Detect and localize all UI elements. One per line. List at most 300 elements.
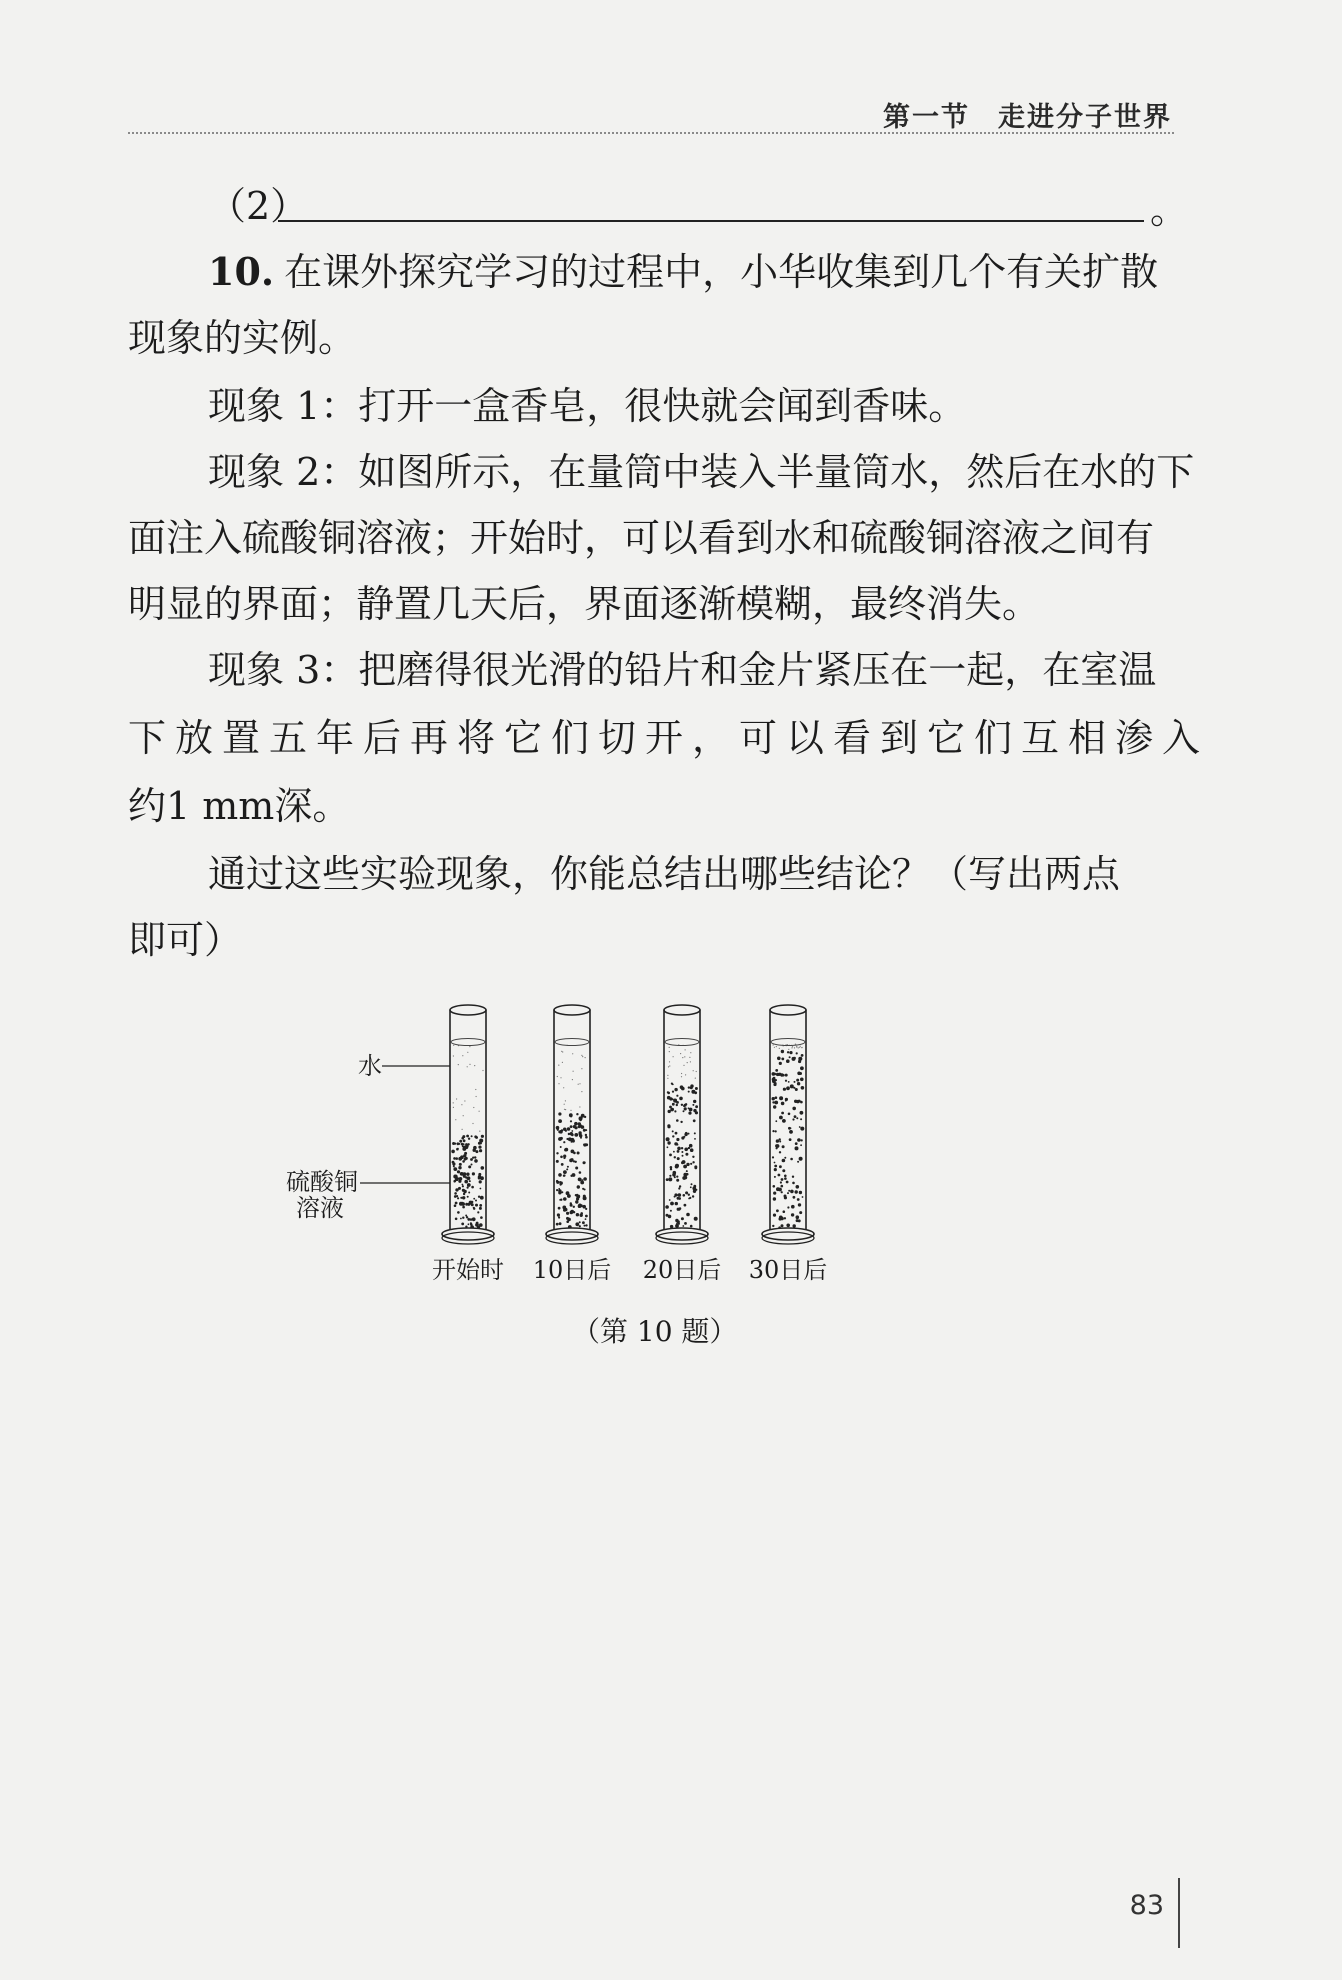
- solution-particle: [579, 1221, 581, 1223]
- solution-particle: [782, 1169, 785, 1172]
- solution-particle: [563, 1197, 567, 1201]
- solution-particle: [463, 1139, 466, 1142]
- water-speck: [462, 1055, 463, 1056]
- solution-particle: [560, 1146, 562, 1148]
- solution-particle: [792, 1118, 794, 1120]
- water-speck: [473, 1107, 474, 1108]
- solution-particle: [454, 1143, 456, 1145]
- solution-particle: [475, 1223, 479, 1227]
- water-speck: [685, 1049, 686, 1050]
- solution-particle: [467, 1143, 469, 1145]
- solution-particle: [692, 1156, 694, 1158]
- solution-particle: [478, 1177, 480, 1179]
- solution-particle: [790, 1158, 793, 1161]
- solution-particle: [672, 1103, 675, 1106]
- solution-particle: [682, 1176, 686, 1180]
- solution-particle: [466, 1173, 469, 1176]
- solution-particle: [674, 1196, 676, 1198]
- water-speck: [581, 1055, 582, 1056]
- solution-particle: [471, 1164, 473, 1166]
- solution-particle: [561, 1163, 564, 1166]
- solution-particle: [475, 1200, 477, 1202]
- solution-particle: [785, 1074, 788, 1077]
- solution-particle: [479, 1149, 482, 1152]
- solution-particle: [677, 1157, 680, 1160]
- solution-particle: [563, 1170, 567, 1174]
- solution-particle: [671, 1083, 673, 1085]
- water-speck: [472, 1123, 473, 1124]
- solution-particle: [772, 1097, 775, 1100]
- solution-particle: [692, 1195, 694, 1197]
- solution-particle: [690, 1148, 694, 1152]
- solution-particle: [467, 1203, 470, 1206]
- water-speck: [570, 1110, 571, 1111]
- water-speck: [579, 1106, 580, 1107]
- solution-particle: [453, 1165, 455, 1167]
- q10-intro: 在课外探究学习的过程中，小华收集到几个有关扩散: [284, 250, 1159, 294]
- solution-particle: [556, 1160, 559, 1163]
- solution-particle: [777, 1057, 781, 1061]
- cylinder-caption: 10日后: [532, 1256, 612, 1284]
- solution-particle: [772, 1130, 774, 1132]
- solution-particle: [454, 1204, 457, 1207]
- solution-particle: [681, 1147, 683, 1149]
- solution-particle: [689, 1144, 693, 1148]
- water-speck: [474, 1065, 475, 1066]
- solution-particle: [788, 1190, 790, 1192]
- solution-particle: [455, 1218, 458, 1221]
- solution-particle: [583, 1196, 587, 1200]
- solution-particle: [570, 1138, 574, 1142]
- solution-particle: [690, 1109, 692, 1111]
- water-speck: [453, 1055, 454, 1056]
- solution-particle: [691, 1183, 693, 1185]
- solution-particle: [680, 1121, 682, 1123]
- water-speck: [469, 1046, 470, 1047]
- label-solution-line-2: 溶液: [296, 1194, 344, 1222]
- solution-particle: [575, 1222, 579, 1226]
- solution-particle: [782, 1145, 785, 1148]
- solution-particle: [781, 1112, 784, 1115]
- solution-particle: [560, 1130, 562, 1132]
- solution-particle: [472, 1217, 476, 1221]
- solution-particle: [452, 1161, 455, 1164]
- solution-particle: [678, 1223, 680, 1225]
- solution-particle: [585, 1218, 587, 1220]
- solution-particle: [685, 1132, 688, 1135]
- solution-particle: [462, 1145, 464, 1147]
- solution-particle: [772, 1078, 776, 1082]
- solution-particle: [778, 1073, 781, 1076]
- solution-particle: [798, 1203, 801, 1206]
- solution-particle: [775, 1120, 777, 1122]
- solution-particle: [558, 1112, 561, 1115]
- solution-particle: [689, 1197, 691, 1199]
- solution-particle: [794, 1115, 797, 1118]
- water-speck: [479, 1131, 480, 1132]
- question-line-2: 即可）: [128, 918, 243, 962]
- solution-particle: [560, 1199, 562, 1201]
- solution-particle: [560, 1156, 563, 1159]
- solution-particle: [676, 1104, 678, 1106]
- solution-particle: [793, 1224, 796, 1227]
- solution-particle: [784, 1175, 787, 1178]
- solution-particle: [775, 1069, 778, 1072]
- solution-particle: [786, 1059, 790, 1063]
- solution-particle: [667, 1146, 669, 1148]
- solution-particle: [683, 1110, 685, 1112]
- cylinder-rim: [770, 1005, 806, 1015]
- figure-caption: （第 10 题）: [572, 1315, 738, 1348]
- solution-particle: [789, 1138, 792, 1141]
- solution-particle: [667, 1141, 670, 1144]
- solution-particle: [464, 1158, 467, 1161]
- solution-particle: [674, 1110, 676, 1112]
- solution-particle: [694, 1091, 697, 1094]
- solution-particle: [580, 1181, 584, 1185]
- solution-particle: [774, 1168, 777, 1171]
- solution-particle: [688, 1147, 690, 1149]
- solution-particle: [479, 1139, 483, 1143]
- solution-particle: [467, 1196, 469, 1198]
- solution-particle: [583, 1144, 585, 1146]
- water-speck: [455, 1119, 456, 1120]
- solution-particle: [801, 1139, 803, 1141]
- water-speck: [690, 1052, 691, 1053]
- water-speck: [669, 1065, 670, 1066]
- water-speck: [453, 1102, 454, 1103]
- q10-line-2: 现象的实例。: [128, 316, 357, 360]
- solution-particle: [566, 1217, 569, 1220]
- solution-particle: [676, 1223, 678, 1225]
- item-2-label: （2）: [208, 184, 309, 228]
- solution-particle: [789, 1056, 791, 1058]
- solution-particle: [467, 1183, 471, 1187]
- label-water: 水: [358, 1052, 382, 1080]
- solution-particle: [786, 1181, 789, 1184]
- solution-particle: [695, 1105, 698, 1108]
- solution-particle: [792, 1107, 796, 1111]
- q10-line-1: [208, 249, 1159, 294]
- solution-particle: [480, 1188, 482, 1190]
- solution-particle: [577, 1197, 579, 1199]
- solution-particle: [773, 1185, 776, 1188]
- solution-particle: [795, 1088, 798, 1091]
- water-speck: [572, 1053, 573, 1054]
- solution-particle: [799, 1157, 803, 1161]
- water-speck: [560, 1077, 561, 1078]
- water-speck: [776, 1046, 777, 1047]
- solution-particle: [776, 1147, 778, 1149]
- solution-particle: [557, 1213, 560, 1216]
- solution-particle: [462, 1196, 465, 1199]
- solution-particle: [478, 1173, 481, 1176]
- water-speck: [453, 1045, 454, 1046]
- solution-particle: [479, 1204, 482, 1207]
- water-speck: [475, 1089, 476, 1090]
- solution-particle: [688, 1086, 690, 1088]
- solution-particle: [690, 1086, 693, 1089]
- solution-particle: [468, 1223, 470, 1225]
- water-speck: [682, 1057, 683, 1058]
- solution-particle: [795, 1146, 799, 1150]
- solution-particle: [471, 1135, 473, 1137]
- solution-particle: [772, 1101, 774, 1103]
- solution-particle: [800, 1066, 804, 1070]
- solution-particle: [677, 1147, 681, 1151]
- solution-particle: [579, 1117, 582, 1120]
- solution-particle: [570, 1132, 573, 1135]
- solution-particle: [779, 1216, 783, 1220]
- solution-particle: [462, 1147, 466, 1151]
- solution-particle: [779, 1165, 782, 1168]
- water-speck: [788, 1049, 789, 1050]
- solution-particle: [463, 1172, 467, 1176]
- solution-particle: [582, 1188, 584, 1190]
- answer-blank-line[interactable]: [278, 220, 1144, 222]
- solution-particle: [558, 1207, 561, 1210]
- water-speck: [791, 1047, 792, 1048]
- solution-particle: [781, 1178, 784, 1181]
- solution-particle: [459, 1140, 462, 1143]
- solution-particle: [670, 1202, 674, 1206]
- water-speck: [464, 1100, 465, 1101]
- solution-particle: [672, 1091, 674, 1093]
- solution-particle: [677, 1150, 680, 1153]
- solution-particle: [796, 1079, 799, 1082]
- solution-particle: [787, 1051, 789, 1053]
- water-speck: [476, 1096, 477, 1097]
- solution-particle: [462, 1189, 465, 1192]
- solution-particle: [462, 1184, 464, 1186]
- solution-particle: [781, 1185, 784, 1188]
- solution-particle: [688, 1112, 691, 1115]
- solution-particle: [451, 1150, 455, 1154]
- solution-particle: [558, 1119, 562, 1123]
- solution-particle: [695, 1087, 698, 1090]
- solution-particle: [786, 1086, 790, 1090]
- solution-particle: [793, 1057, 796, 1060]
- solution-particle: [669, 1199, 671, 1201]
- solution-particle: [571, 1150, 575, 1154]
- solution-particle: [470, 1222, 472, 1224]
- solution-particle: [775, 1096, 778, 1099]
- water-speck: [669, 1051, 670, 1052]
- solution-particle: [578, 1131, 581, 1134]
- solution-particle: [675, 1132, 678, 1135]
- water-speck: [669, 1047, 670, 1048]
- solution-particle: [782, 1119, 786, 1123]
- water-speck: [573, 1071, 574, 1072]
- solution-particle: [456, 1148, 459, 1151]
- solution-particle: [681, 1104, 683, 1106]
- solution-particle: [690, 1225, 693, 1228]
- solution-particle: [462, 1135, 465, 1138]
- solution-particle: [692, 1187, 696, 1191]
- water-speck: [673, 1056, 674, 1057]
- solution-particle: [781, 1058, 784, 1061]
- solution-particle: [776, 1209, 779, 1212]
- cylinder-rim: [450, 1005, 486, 1015]
- solution-particle: [780, 1181, 782, 1183]
- question-line-1: 通过这些实验现象，你能总结出哪些结论？（写出两点: [208, 852, 1121, 896]
- solution-particle: [569, 1113, 573, 1117]
- water-speck: [582, 1056, 583, 1057]
- water-speck: [565, 1100, 566, 1101]
- solution-particle: [683, 1165, 687, 1169]
- solution-particle: [479, 1207, 482, 1210]
- water-speck: [773, 1044, 774, 1045]
- solution-particle: [480, 1142, 482, 1144]
- solution-particle: [801, 1086, 805, 1090]
- solution-particle: [686, 1213, 690, 1217]
- solution-particle: [581, 1114, 585, 1118]
- solution-particle: [572, 1173, 576, 1177]
- solution-particle: [792, 1176, 794, 1178]
- solution-particle: [468, 1192, 470, 1194]
- solution-particle: [794, 1081, 796, 1083]
- page-number: 83: [1129, 1890, 1164, 1921]
- solution-particle: [578, 1124, 582, 1128]
- solution-particle: [684, 1204, 687, 1207]
- water-speck: [482, 1070, 483, 1071]
- water-speck: [795, 1044, 796, 1045]
- solution-particle: [773, 1192, 776, 1195]
- solution-particle: [782, 1159, 786, 1163]
- solution-particle: [781, 1224, 784, 1227]
- solution-particle: [789, 1127, 791, 1129]
- solution-particle: [580, 1204, 583, 1207]
- solution-particle: [773, 1197, 776, 1200]
- solution-particle: [787, 1192, 789, 1194]
- solution-particle: [466, 1135, 469, 1138]
- solution-particle: [465, 1143, 468, 1146]
- solution-particle: [668, 1177, 672, 1181]
- solution-particle: [665, 1205, 669, 1209]
- water-speck: [687, 1062, 688, 1063]
- solution-particle: [470, 1158, 473, 1161]
- solution-particle: [783, 1210, 786, 1213]
- solution-particle: [686, 1170, 688, 1172]
- solution-particle: [694, 1138, 696, 1140]
- solution-particle: [582, 1205, 586, 1209]
- solution-particle: [556, 1189, 558, 1191]
- solution-particle: [575, 1200, 578, 1203]
- solution-particle: [797, 1198, 800, 1201]
- solution-particle: [694, 1132, 696, 1134]
- solution-particle: [781, 1050, 784, 1053]
- solution-particle: [684, 1148, 688, 1152]
- q10-number: 10.: [208, 249, 275, 294]
- solution-particle: [583, 1177, 587, 1181]
- solution-particle: [800, 1058, 802, 1060]
- solution-particle: [567, 1127, 571, 1131]
- solution-particle: [579, 1178, 582, 1181]
- solution-particle: [585, 1134, 587, 1136]
- water-speck: [792, 1046, 793, 1047]
- solution-particle: [563, 1174, 565, 1176]
- solution-particle: [795, 1142, 798, 1145]
- solution-particle: [585, 1136, 588, 1139]
- solution-particle: [584, 1225, 586, 1227]
- solution-particle: [676, 1138, 679, 1141]
- solution-particle: [465, 1180, 468, 1183]
- solution-particle: [799, 1072, 802, 1075]
- solution-particle: [683, 1173, 687, 1177]
- solution-particle: [784, 1196, 786, 1198]
- solution-particle: [674, 1100, 677, 1103]
- solution-particle: [474, 1159, 478, 1163]
- solution-particle: [462, 1185, 464, 1187]
- solution-particle: [666, 1214, 669, 1217]
- solution-particle: [683, 1194, 686, 1197]
- phenomenon-2-line-2: 面注入硫酸铜溶液；开始时，可以看到水和硫酸铜溶液之间有: [128, 516, 1155, 560]
- solution-particle: [573, 1125, 576, 1128]
- solution-particle: [681, 1087, 685, 1091]
- solution-particle: [462, 1206, 465, 1209]
- water-speck: [479, 1111, 480, 1112]
- solution-particle: [688, 1091, 690, 1093]
- solution-particle: [779, 1116, 783, 1120]
- water-speck: [779, 1048, 780, 1049]
- solution-particle: [789, 1130, 793, 1134]
- water-speck: [557, 1076, 558, 1077]
- diffusion-figure: [286, 990, 970, 1290]
- solution-particle: [473, 1146, 477, 1150]
- phenomenon-3-line-1: 现象 3：把磨得很光滑的铅片和金片紧压在一起，在室温: [208, 648, 1157, 692]
- cylinders-illustration: [286, 990, 970, 1290]
- solution-particle: [570, 1125, 573, 1128]
- solution-particle: [793, 1196, 796, 1199]
- solution-particle: [784, 1217, 786, 1219]
- solution-particle: [669, 1154, 672, 1157]
- solution-particle: [800, 1127, 804, 1131]
- cylinder-caption: 20日后: [642, 1256, 722, 1284]
- solution-particle: [478, 1146, 481, 1149]
- solution-particle: [576, 1113, 578, 1115]
- solution-particle: [462, 1160, 465, 1163]
- solution-particle: [791, 1205, 795, 1209]
- solution-particle: [566, 1168, 568, 1170]
- solution-particle: [693, 1119, 696, 1122]
- water-speck: [563, 1087, 564, 1088]
- solution-particle: [774, 1165, 777, 1168]
- solution-particle: [585, 1129, 587, 1131]
- solution-particle: [779, 1062, 782, 1065]
- solution-particle: [675, 1164, 679, 1168]
- solution-particle: [785, 1080, 787, 1082]
- solution-particle: [774, 1176, 776, 1178]
- solution-particle: [666, 1137, 670, 1141]
- solution-particle: [582, 1179, 584, 1181]
- solution-particle: [781, 1102, 785, 1106]
- solution-particle: [467, 1176, 471, 1180]
- solution-particle: [797, 1138, 801, 1142]
- solution-particle: [800, 1111, 804, 1115]
- solution-particle: [562, 1206, 566, 1210]
- solution-particle: [796, 1117, 798, 1119]
- solution-particle: [773, 1214, 776, 1217]
- water-speck: [693, 1070, 694, 1071]
- solution-particle: [688, 1133, 690, 1135]
- solution-particle: [584, 1162, 586, 1164]
- solution-particle: [475, 1150, 478, 1153]
- solution-particle: [558, 1173, 562, 1177]
- water-speck: [581, 1091, 582, 1092]
- solution-particle: [775, 1130, 777, 1132]
- solution-particle: [786, 1224, 790, 1228]
- water-speck: [683, 1065, 684, 1066]
